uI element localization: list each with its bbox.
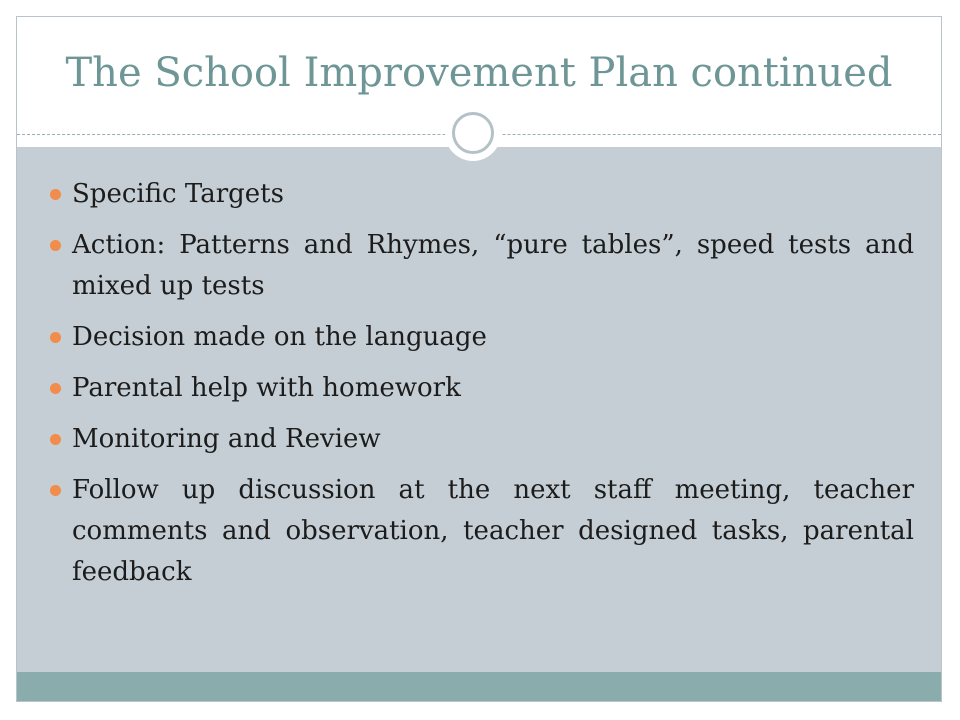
bullet-text: Decision made on the language [72,322,487,352]
bullet-item [48,368,914,409]
slide-title: The School Improvement Plan continued [65,50,893,96]
footer-bar [17,672,941,702]
bullet-dot-icon [50,383,61,394]
bullet-text: Follow up discussion at the next staff meeting, teacher comments and observation, teacher designed tasks, parental feedback [72,475,914,587]
ring-inner [452,112,494,154]
bullet-item [48,317,914,358]
bullet-item [48,419,914,460]
bullet-dot-icon [50,189,61,200]
decorative-ring-icon [445,105,501,161]
bullet-dot-icon [50,332,61,343]
bullet-dot-icon [50,434,61,445]
bullet-text: Parental help with homework [72,373,461,403]
bullet-text: Action: Patterns and Rhymes, “pure tables”, speed tests and mixed up tests [72,230,914,301]
bullet-list [48,174,914,603]
bullet-text: Monitoring and Review [72,424,381,454]
slide [16,16,942,702]
bullet-dot-icon [50,240,61,251]
bullet-item [48,174,914,215]
bullet-dot-icon [50,485,61,496]
bullet-text: Specific Targets [72,179,284,209]
bullet-item [48,470,914,593]
bullet-item [48,225,914,307]
